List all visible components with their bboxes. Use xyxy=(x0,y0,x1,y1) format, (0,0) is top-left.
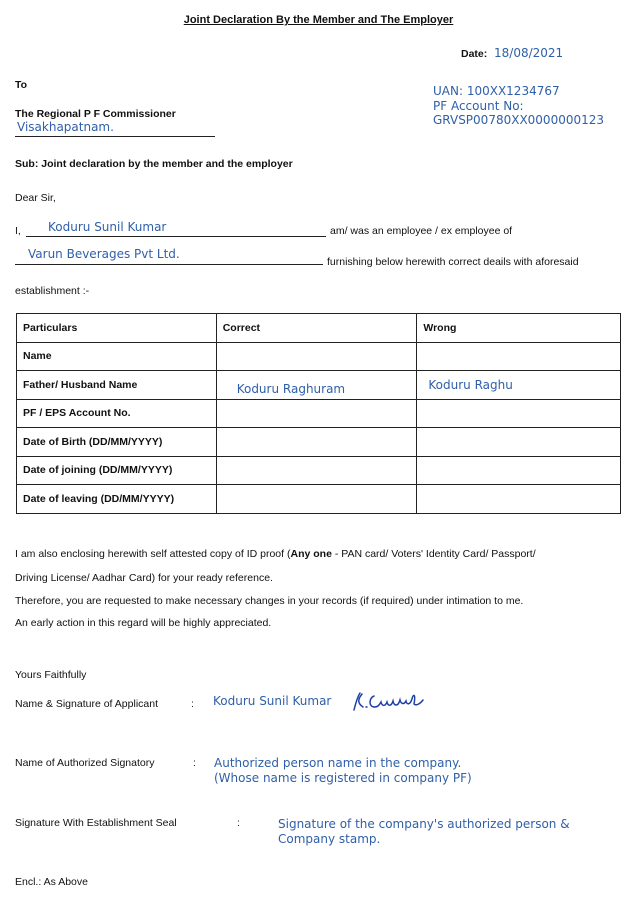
signature-scribble xyxy=(350,690,445,714)
any-one-emphasis: Any one xyxy=(290,548,332,560)
header-correct: Correct xyxy=(216,314,417,343)
row-wrong xyxy=(417,428,621,457)
body-line-3: Therefore, you are requested to make necessary changes in your records (if required) under intimation to me. xyxy=(15,595,524,607)
body-line-4: An early action in this regard will be highly appreciated. xyxy=(15,617,272,629)
authorized-value-line-1: Authorized person name in the company. xyxy=(214,756,462,770)
member-name: Koduru Sunil Kumar xyxy=(48,220,167,234)
city-underline xyxy=(15,136,215,137)
salutation: Dear Sir, xyxy=(15,192,56,204)
table-row xyxy=(17,399,621,428)
seal-colon: : xyxy=(237,817,240,829)
row-correct xyxy=(216,485,417,514)
recipient-label: The Regional P F Commissioner xyxy=(15,108,176,120)
authorized-value xyxy=(214,756,472,786)
member-name-underline xyxy=(26,236,326,237)
body-line-2: Driving License/ Aadhar Card) for your ready reference. xyxy=(15,572,273,584)
document-title: Joint Declaration By the Member and The Employer xyxy=(183,14,454,26)
header-particulars: Particulars xyxy=(17,314,217,343)
header-wrong: Wrong xyxy=(417,314,621,343)
row-particular: Date of joining (DD/MM/YYYY) xyxy=(17,456,217,485)
row-particular: Date of Birth (DD/MM/YYYY) xyxy=(17,428,217,457)
row-wrong xyxy=(417,485,621,514)
recipient-city: Visakhapatnam. xyxy=(17,120,114,134)
table-row xyxy=(17,428,621,457)
row-correct xyxy=(216,399,417,428)
applicant-signature xyxy=(350,690,445,714)
company-underline xyxy=(15,264,323,265)
declaration-prefix: I, xyxy=(15,225,21,237)
subject-line: Sub: Joint declaration by the member and the employer xyxy=(15,158,293,170)
row-wrong xyxy=(417,371,621,400)
row-correct xyxy=(216,342,417,371)
correction-table xyxy=(16,313,621,514)
pf-number: GRVSP00780XX0000000123 xyxy=(433,113,605,127)
date-value: 18/08/2021 xyxy=(494,46,564,60)
seal-value-line-1: Signature of the company's authorized person & xyxy=(278,817,570,831)
applicant-name: Koduru Sunil Kumar xyxy=(213,694,332,708)
row-wrong xyxy=(417,456,621,485)
row-particular: PF / EPS Account No. xyxy=(17,399,217,428)
declaration-tail: establishment :- xyxy=(15,285,90,297)
row-correct xyxy=(216,456,417,485)
applicant-label: Name & Signature of Applicant xyxy=(15,698,159,710)
body-line-1: I am also enclosing herewith self attested copy of ID proof (Any one - PAN card/ Voters' Identity Card/ Passport/ xyxy=(15,548,536,560)
declaration-suffix: furnishing below herewith correct deails with aforesaid xyxy=(327,256,579,268)
enclosure-line: Encl.: As Above xyxy=(15,876,88,888)
declaration-middle: am/ was an employee / ex employee of xyxy=(330,225,513,237)
account-block xyxy=(433,84,604,128)
table-row xyxy=(17,456,621,485)
date-label: Date: xyxy=(461,48,488,60)
authorized-colon: : xyxy=(193,757,196,769)
seal-label: Signature With Establishment Seal xyxy=(15,817,177,829)
company-name: Varun Beverages Pvt Ltd. xyxy=(28,247,180,261)
row-particular: Date of leaving (DD/MM/YYYY) xyxy=(17,485,217,514)
yours-faithfully: Yours Faithfully xyxy=(15,669,87,681)
row-particular: Name xyxy=(17,342,217,371)
authorized-value-line-2: (Whose name is registered in company PF) xyxy=(214,771,472,785)
authorized-label: Name of Authorized Signatory xyxy=(15,757,155,769)
row-wrong xyxy=(417,399,621,428)
seal-value-line-2: Company stamp. xyxy=(278,832,381,846)
pf-label: PF Account No: xyxy=(433,98,524,113)
table-row xyxy=(17,485,621,514)
uan-value: UAN: 100XX1234767 xyxy=(433,84,560,98)
row-particular: Father/ Husband Name xyxy=(17,371,217,400)
wrong-father-name: Koduru Raghu xyxy=(428,377,513,392)
applicant-colon: : xyxy=(191,698,194,710)
table-row xyxy=(17,371,621,400)
seal-value xyxy=(278,817,570,847)
row-wrong xyxy=(417,342,621,371)
row-correct xyxy=(216,371,417,400)
table-row xyxy=(17,342,621,371)
correct-father-name: Koduru Raghuram xyxy=(236,381,346,396)
row-correct xyxy=(216,428,417,457)
table-header-row xyxy=(17,314,621,343)
to-label: To xyxy=(15,79,28,91)
